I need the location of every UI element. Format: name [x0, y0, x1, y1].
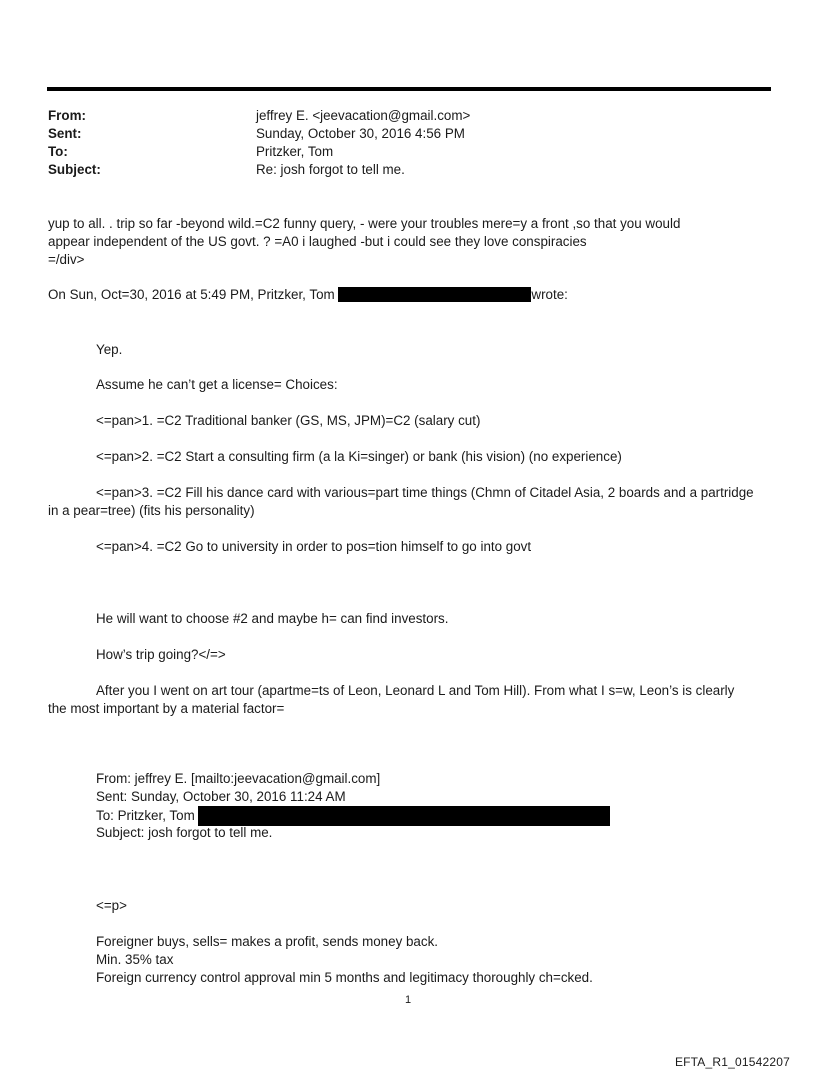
- subject-value: Re: josh forgot to tell me.: [256, 162, 405, 177]
- email-header: [48, 107, 768, 179]
- choice-3-line-1: <=pan>3. =C2 Fill his dance card with various=part time things (Chmn of Citadel Asia, 2 boards and a partridge: [96, 485, 754, 500]
- choice-2: <=pan>2. =C2 Start a consulting firm (a la Ki=singer) or bank (his vision) (no experience): [96, 449, 622, 464]
- quote-yep: Yep.: [96, 342, 123, 357]
- sent-row: [48, 125, 768, 143]
- redaction-bar: [198, 806, 610, 826]
- forward-to: [96, 806, 610, 826]
- from-value: jeffrey E. <jeevacation@gmail.com>: [256, 108, 471, 123]
- quote-intro: [48, 286, 568, 304]
- sent-label: Sent:: [48, 126, 82, 141]
- quote-intro-end: wrote:: [531, 287, 568, 302]
- quote-intro-text: On Sun, Oct=30, 2016 at 5:49 PM, Pritzker, Tom: [48, 287, 339, 302]
- from-label: From:: [48, 108, 86, 123]
- forward-subject: Subject: josh forgot to tell me.: [96, 825, 273, 840]
- foreigner-line: Foreigner buys, sells= makes a profit, sends money back.: [96, 934, 438, 949]
- trip-line: How’s trip going?</=>: [96, 647, 226, 662]
- forward-to-text: To: Pritzker, Tom: [96, 808, 199, 823]
- subject-row: [48, 161, 768, 179]
- bates-number: EFTA_R1_01542207: [674, 1055, 790, 1069]
- art-line-1: After you I went on art tour (apartme=ts of Leon, Leonard L and Tom Hill). From what I s=w, Leon’s is clearly: [96, 683, 735, 698]
- forward-sent: Sent: Sunday, October 30, 2016 11:24 AM: [96, 789, 346, 804]
- tax-line: Min. 35% tax: [96, 952, 174, 967]
- art-line-2: the most important by a material factor=: [48, 701, 285, 716]
- reply-line-2: appear independent of the US govt. ? =A0 i laughed -but i could see they love conspiracies: [48, 234, 587, 249]
- to-row: [48, 143, 768, 161]
- choice-3-line-2: in a pear=tree) (fits his personality): [48, 503, 255, 518]
- forward-from: From: jeffrey E. [mailto:jeevacation@gmail.com]: [96, 771, 381, 786]
- header-rule: [47, 87, 771, 91]
- p-tag-line: <=p>: [96, 898, 127, 913]
- sent-value: Sunday, October 30, 2016 4:56 PM: [256, 126, 465, 141]
- page-number: 1: [404, 994, 412, 1006]
- reply-line-1: yup to all. . trip so far -beyond wild.=C2 funny query, - were your troubles mere=y a front ,so that you would: [48, 216, 681, 231]
- subject-label: Subject:: [48, 162, 101, 177]
- from-row: [48, 107, 768, 125]
- to-value: Pritzker, Tom: [256, 144, 334, 159]
- to-label: To:: [48, 144, 68, 159]
- reply-line-3: =/div>: [48, 252, 85, 267]
- choice-4: <=pan>4. =C2 Go to university in order to pos=tion himself to go into govt: [96, 539, 532, 554]
- choice-1: <=pan>1. =C2 Traditional banker (GS, MS, JPM)=C2 (salary cut): [96, 413, 481, 428]
- choose-line: He will want to choose #2 and maybe h= can find investors.: [96, 611, 449, 626]
- quote-assume: Assume he can’t get a license= Choices:: [96, 377, 338, 392]
- redaction-bar: [338, 287, 531, 302]
- currency-line: Foreign currency control approval min 5 months and legitimacy thoroughly ch=cked.: [96, 970, 593, 985]
